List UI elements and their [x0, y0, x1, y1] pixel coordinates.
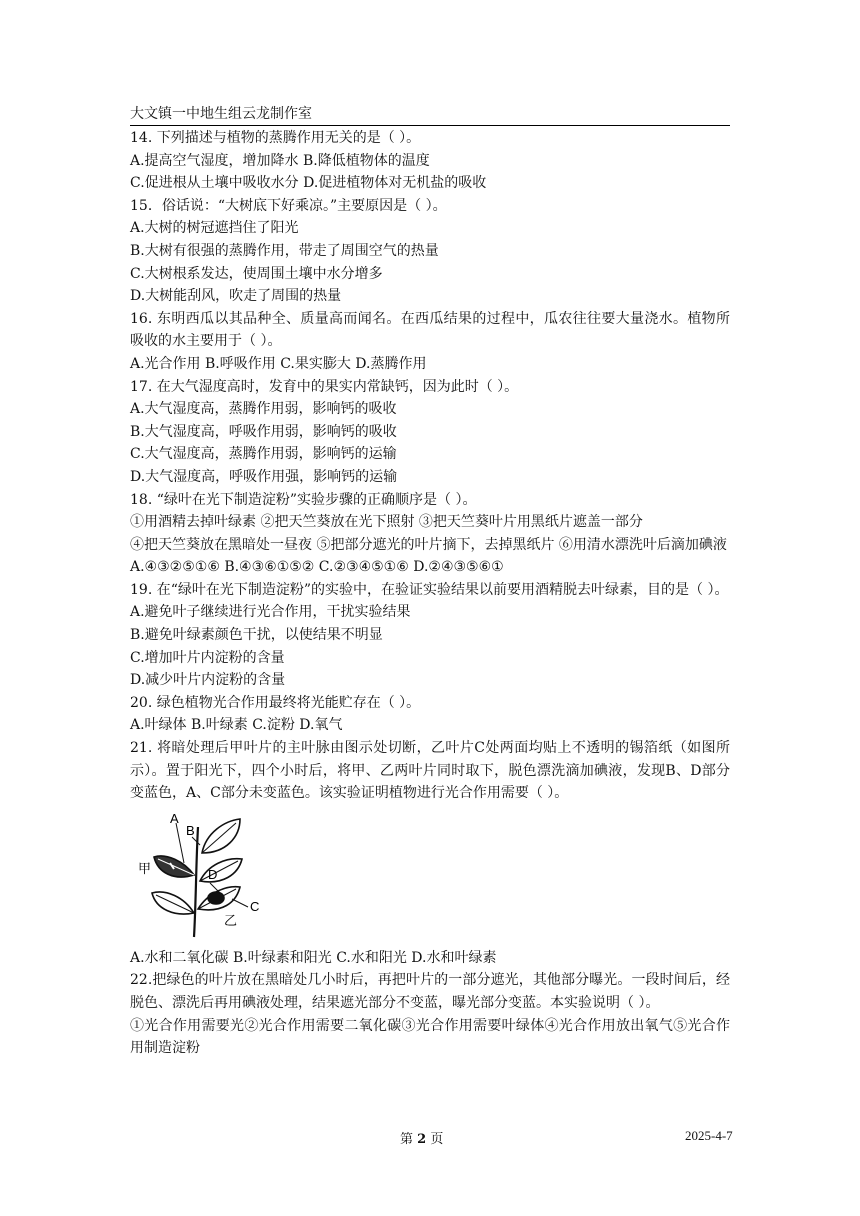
answer-line: ④把天竺葵放在黑暗处一昼夜 ⑤把部分遮光的叶片摘下，去掉黑纸片 ⑥用清水漂洗叶后滴加碘液	[130, 536, 727, 553]
answer-line: D.大树能刮风，吹走了周围的热量	[130, 288, 342, 305]
answer-line: C.增加叶片内淀粉的含量	[130, 649, 285, 666]
answer-line: D.减少叶片内淀粉的含量	[130, 672, 286, 689]
leaf-experiment-figure	[130, 813, 730, 941]
label-d: D	[208, 866, 218, 882]
page-header: 大文镇一中地生组云龙制作室	[130, 104, 730, 126]
footer-date: 2025-4-7	[685, 1128, 733, 1143]
label-b: B	[186, 822, 195, 838]
question-stem: 21. 将暗处理后甲叶片的主叶脉由图示处切断，乙叶片C处两面均贴上不透明的锡箔纸（如图所示）。置于阳光下，四个小时后，将甲、乙两叶片同时取下，脱色漂洗滴加碘液，发现B、D部分变蓝色，A、C部分未变蓝色。该实验证明植物进行光合作用需要（ ）。	[130, 740, 730, 802]
question-19	[130, 579, 730, 692]
answer-line: B.大气湿度高，呼吸作用弱，影响钙的吸收	[130, 423, 397, 440]
answer-line: B.避免叶绿素颜色干扰，以使结果不明显	[130, 627, 383, 644]
answer-line: A.大气湿度高，蒸腾作用弱，影响钙的吸收	[130, 401, 397, 418]
answer-line: B.大树有很强的蒸腾作用，带走了周围空气的热量	[130, 242, 439, 259]
label-a: A	[170, 812, 179, 826]
page-number: 2	[417, 1132, 427, 1147]
answer-line: A.水和二氧化碳 B.叶绿素和阳光 C.水和阳光 D.水和叶绿素	[130, 949, 497, 966]
question-18	[130, 489, 730, 579]
question-16	[130, 308, 730, 376]
question-22	[130, 969, 730, 1059]
page-number-label	[400, 1128, 443, 1147]
question-stem: 19. 在“绿叶在光下制造淀粉”的实验中，在验证实验结果以前要用酒精脱去叶绿素，目的是（ ）。	[130, 581, 729, 598]
answer-line: ①光合作用需要光②光合作用需要二氧化碳③光合作用需要叶绿体④光合作用放出氧气⑤光合作用制造淀粉	[130, 1017, 730, 1057]
answer-line: A.提高空气湿度，增加降水 B.降低植物体的温度	[130, 152, 430, 169]
answer-line: C.大树根系发达，使周围土壤中水分增多	[130, 265, 383, 282]
question-stem: 17. 在大气湿度高时，发育中的果实内常缺钙，因为此时（ ）。	[130, 378, 519, 395]
question-14	[130, 127, 730, 195]
question-stem: 14. 下列描述与植物的蒸腾作用无关的是（ ）。	[130, 130, 421, 146]
label-yi: 乙	[224, 913, 238, 929]
plant-diagram	[136, 813, 276, 941]
label-jia: 甲	[138, 861, 152, 877]
question-15	[130, 195, 730, 308]
question-17	[130, 376, 730, 489]
question-20	[130, 692, 730, 737]
question-21	[130, 737, 730, 969]
question-stem: 15．俗话说：“大树底下好乘凉。”主要原因是（ ）。	[130, 197, 447, 214]
answer-line: A.光合作用 B.呼吸作用 C.果实膨大 D.蒸腾作用	[130, 355, 427, 372]
question-stem: 16. 东明西瓜以其品种全、质量高而闻名。在西瓜结果的过程中，瓜农往往要大量浇水。植物所吸收的水主要用于（ ）。	[130, 310, 730, 350]
label-c: C	[250, 898, 260, 914]
question-list	[130, 127, 730, 1060]
answer-line: A.④③②⑤①⑥ B.④③⑥①⑤② C.②③④⑤①⑥ D.②④③⑤⑥①	[130, 559, 504, 576]
question-stem: 22.把绿色的叶片放在黑暗处几小时后，再把叶片的一部分遮光，其他部分曝光。一段时间后，经脱色、漂洗后再用碘液处理，结果遮光部分不变蓝，曝光部分变蓝。本实验说明（ ）。	[130, 972, 730, 1011]
question-stem: 18. “绿叶在光下制造淀粉”实验步骤的正确顺序是（ ）。	[130, 491, 477, 508]
answer-line: A.大树的树冠遮挡住了阳光	[130, 220, 299, 237]
answer-line: A.避免叶子继续进行光合作用，干扰实验结果	[130, 604, 411, 621]
answer-line: A.叶绿体 B.叶绿素 C.淀粉 D.氧气	[130, 717, 343, 734]
page-suffix: 页	[430, 1132, 444, 1147]
answer-line: ①用酒精去掉叶绿素 ②把天竺葵放在光下照射 ③把天竺葵叶片用黑纸片遮盖一部分	[130, 514, 643, 531]
answer-line: D.大气湿度高，呼吸作用强，影响钙的运输	[130, 468, 398, 485]
question-stem: 20. 绿色植物光合作用最终将光能贮存在（ ）。	[130, 694, 421, 711]
answer-line: C.促进根从土壤中吸收水分 D.促进植物体对无机盐的吸收	[130, 175, 487, 192]
answer-line: C.大气湿度高，蒸腾作用弱，影响钙的运输	[130, 446, 397, 463]
page-prefix: 第	[400, 1132, 414, 1147]
